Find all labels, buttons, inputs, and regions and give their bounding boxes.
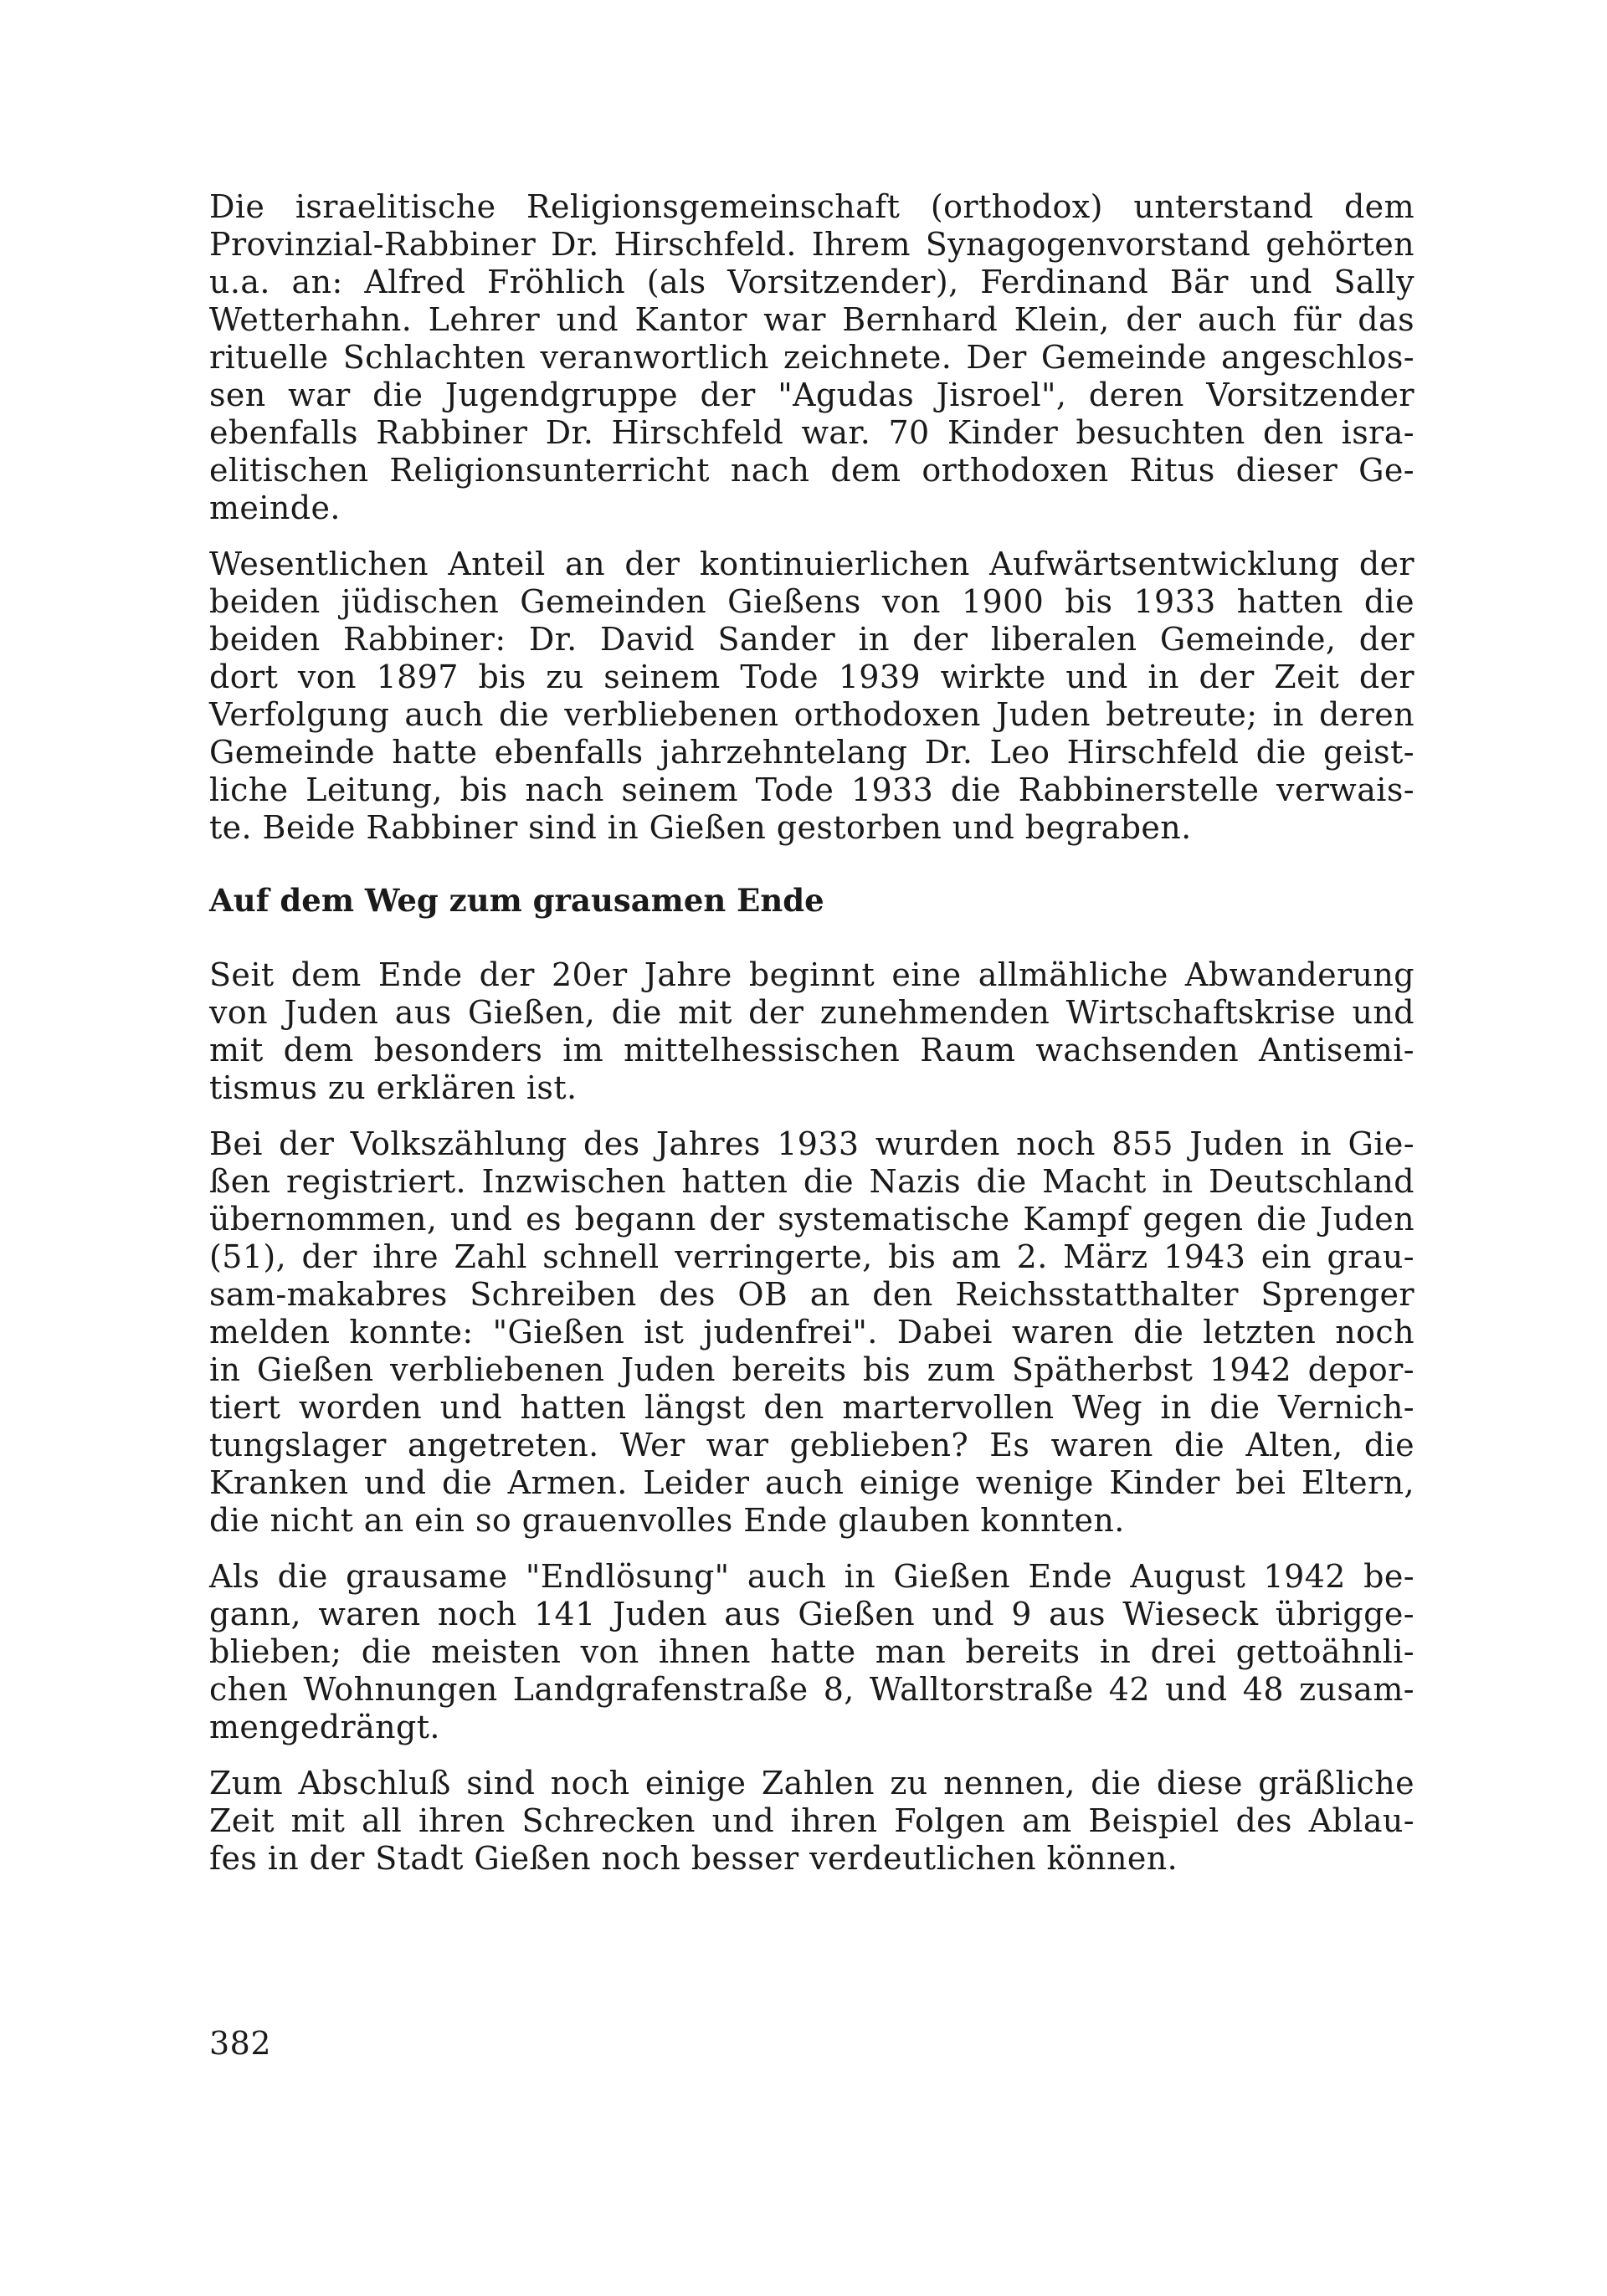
text-line: Wesentlichen Anteil an der kontinuierlichen Aufwärtsentwicklung der — [209, 546, 1414, 582]
text-line: gann, waren noch 141 Juden aus Gießen und 9 aus Wieseck übrigge- — [209, 1596, 1414, 1632]
text-line: dort von 1897 bis zu seinem Tode 1939 wirkte und in der Zeit der — [209, 659, 1414, 695]
text-line: te. Beide Rabbiner sind in Gießen gestorben und begraben. — [209, 809, 1192, 846]
paragraph-3 — [209, 956, 1414, 1107]
text-line: Zeit mit all ihren Schrecken und ihren Folgen am Beispiel des Ablau- — [209, 1802, 1414, 1839]
text-line: in Gießen verbliebenen Juden bereits bis zum Spätherbst 1942 depor- — [209, 1351, 1414, 1388]
text-line: melden konnte: "Gießen ist judenfrei". Dabei waren die letzten noch — [209, 1314, 1414, 1350]
text-line: Als die grausame "Endlösung" auch in Gießen Ende August 1942 be- — [209, 1558, 1414, 1595]
paragraph-5 — [209, 1558, 1414, 1746]
text-line: tiert worden und hatten längst den martervollen Weg in die Vernich- — [209, 1389, 1414, 1426]
text-line: von Juden aus Gießen, die mit der zunehmenden Wirtschaftskrise und — [209, 994, 1414, 1031]
text-line: übernommen, und es begann der systematische Kampf gegen die Juden — [209, 1201, 1414, 1238]
paragraph-1 — [209, 188, 1414, 527]
text-line: beiden jüdischen Gemeinden Gießens von 1900 bis 1933 hatten die — [209, 583, 1414, 620]
text-line: ßen registriert. Inzwischen hatten die Nazis die Macht in Deutschland — [209, 1163, 1414, 1200]
text-line: Provinzial-Rabbiner Dr. Hirschfeld. Ihrem Synagogenvorstand gehörten — [209, 226, 1414, 263]
text-line: tismus zu erklären ist. — [209, 1069, 578, 1106]
text-line: mengedrängt. — [209, 1709, 440, 1745]
paragraph-6 — [209, 1765, 1414, 1878]
text-line: Bei der Volkszählung des Jahres 1933 wurden noch 855 Juden in Gie- — [209, 1125, 1414, 1162]
text-line: liche Leitung, bis nach seinem Tode 1933 die Rabbinerstelle verwais- — [209, 771, 1414, 808]
text-line: u.a. an: Alfred Fröhlich (als Vorsitzender), Ferdinand Bär und Sally — [209, 264, 1414, 300]
text-line: die nicht an ein so grauenvolles Ende glauben konnten. — [209, 1502, 1125, 1539]
text-line: sam-makabres Schreiben des OB an den Reichsstatthalter Sprenger — [209, 1276, 1414, 1313]
text-line: Gemeinde hatte ebenfalls jahrzehntelang Dr. Leo Hirschfeld die geist- — [209, 734, 1414, 771]
text-line: meinde. — [209, 489, 341, 526]
text-line: Seit dem Ende der 20er Jahre beginnt eine allmähliche Abwanderung — [209, 956, 1414, 993]
page-body — [209, 188, 1414, 1878]
text-line: sen war die Jugendgruppe der "Agudas Jisroel", deren Vorsitzender — [209, 377, 1414, 413]
page-number: 382 — [209, 2025, 272, 2062]
text-line: Verfolgung auch die verbliebenen orthodoxen Juden betreute; in deren — [209, 696, 1414, 733]
text-line: elitischen Religionsunterricht nach dem orthodoxen Ritus dieser Ge- — [209, 452, 1414, 489]
section-heading: Auf dem Weg zum grausamen Ende — [209, 882, 824, 919]
text-line: beiden Rabbiner: Dr. David Sander in der liberalen Gemeinde, der — [209, 621, 1414, 658]
paragraph-2 — [209, 546, 1414, 847]
text-line: Kranken und die Armen. Leider auch einige wenige Kinder bei Eltern, — [209, 1464, 1414, 1501]
text-line: chen Wohnungen Landgrafenstraße 8, Walltorstraße 42 und 48 zusam- — [209, 1671, 1414, 1708]
text-line: mit dem besonders im mittelhessischen Raum wachsenden Antisemi- — [209, 1032, 1414, 1069]
text-line: fes in der Stadt Gießen noch besser verdeutlichen können. — [209, 1840, 1178, 1877]
text-line: Zum Abschluß sind noch einige Zahlen zu nennen, die diese gräßliche — [209, 1765, 1414, 1801]
text-line: ebenfalls Rabbiner Dr. Hirschfeld war. 70 Kinder besuchten den isra- — [209, 414, 1414, 451]
text-line: blieben; die meisten von ihnen hatte man bereits in drei gettoähnli- — [209, 1633, 1414, 1670]
text-line: Die israelitische Religionsgemeinschaft (orthodox) unterstand dem — [209, 188, 1414, 225]
text-line: rituelle Schlachten veranwortlich zeichnete. Der Gemeinde angeschlos- — [209, 339, 1414, 376]
text-line: (51), der ihre Zahl schnell verringerte, bis am 2. März 1943 ein grau- — [209, 1238, 1414, 1275]
text-line: Wetterhahn. Lehrer und Kantor war Bernhard Klein, der auch für das — [209, 301, 1414, 338]
text-line: tungslager angetreten. Wer war geblieben? Es waren die Alten, die — [209, 1427, 1414, 1463]
paragraph-4 — [209, 1125, 1414, 1540]
